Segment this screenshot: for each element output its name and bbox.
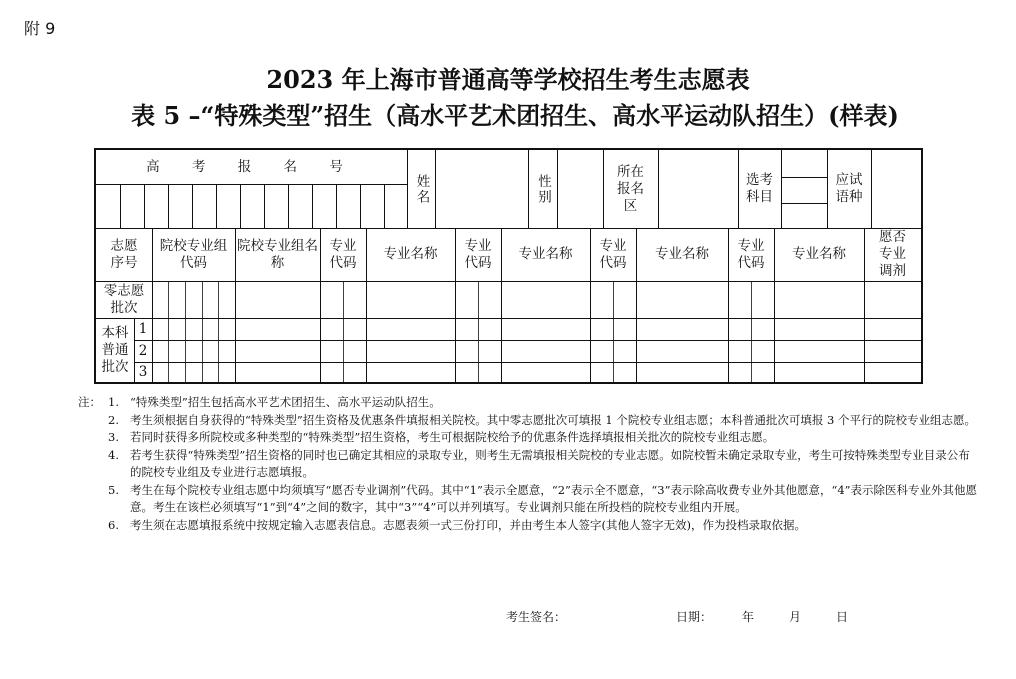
note-number: 3. xyxy=(108,430,119,444)
row-number: 2 xyxy=(138,342,148,359)
district-label: 所在报名区 xyxy=(617,163,644,214)
name-label: 姓名 xyxy=(413,173,430,205)
subjects-split-line xyxy=(781,203,827,204)
digit-box-line xyxy=(120,184,121,228)
col-line xyxy=(781,150,782,228)
row-number: 1 xyxy=(138,320,148,337)
note-item xyxy=(78,517,978,535)
note-text: 若同时获得多所院校或多种类型的“特殊类型”招生资格，考生可根据院校给予的优惠条件选择填报相关批次的院校专业组志愿。 xyxy=(130,430,775,444)
language-label: 应试语种 xyxy=(835,172,863,205)
note-text: “特殊类型”招生包括高水平艺术团招生、高水平运动队招生。 xyxy=(130,395,441,409)
col-major-name-label: 专业名称 xyxy=(792,246,846,262)
col-group-code-label: 院校专业组代码 xyxy=(159,237,228,271)
col-major-code-label: 专业代码 xyxy=(464,237,492,271)
code-digit-line xyxy=(613,281,614,382)
form-subtitle: 表 5 –“特殊类型”招生（高水平艺术团招生、高水平运动队招生）(样表) xyxy=(131,101,899,130)
code-digit-line xyxy=(478,281,479,382)
col-major-code-label: 专业代码 xyxy=(329,237,357,271)
digit-box-line xyxy=(192,184,193,228)
subjects-label: 选考科目 xyxy=(746,172,773,205)
note-text: 考生在每个院校专业组志愿中均须填写“愿否专业调剂”代码。其中“1”表示全愿意，“2”表示全不愿意，“3”表示除高收费专业外其他愿意，“4”表示除医科专业外其他愿意。考生在该栏必须填写“1”到“4”之间的数字，其中“3”“4”可以并列填写。专业调剂只能在所投档的院校专业组内开展。 xyxy=(130,482,978,514)
col-major-code-label: 专业代码 xyxy=(599,237,627,271)
col-major-name-label: 专业名称 xyxy=(655,246,709,262)
col-order-label: 志愿序号 xyxy=(110,237,138,271)
year-label: 年 xyxy=(742,610,755,624)
note-number: 1. xyxy=(108,395,119,409)
row-divider xyxy=(134,362,921,363)
day-label: 日 xyxy=(836,610,849,624)
digit-box-line xyxy=(312,184,313,228)
col-line xyxy=(557,150,558,228)
signature-label: 考生签名： xyxy=(506,610,567,624)
digit-box-line xyxy=(264,184,265,228)
appendix-label: 附 9 xyxy=(24,19,56,38)
row-divider xyxy=(96,281,921,282)
digit-box-line xyxy=(288,184,289,228)
digit-box-line xyxy=(144,184,145,228)
col-group-name-label: 院校专业组名称 xyxy=(237,237,318,271)
date-label: 日期： xyxy=(676,610,713,624)
digit-box-line xyxy=(384,184,385,228)
code-digit-line xyxy=(202,281,203,382)
note-number: 6. xyxy=(108,517,119,532)
gender-label: 性别 xyxy=(535,173,551,205)
row-undergrad-label: 本科普通批次 xyxy=(101,324,129,375)
col-major-code-label: 专业代码 xyxy=(737,237,765,271)
subjects-split-line xyxy=(781,177,827,178)
digit-box-line xyxy=(240,184,241,228)
col-line xyxy=(871,150,872,228)
notes-section xyxy=(78,394,978,534)
col-line xyxy=(658,150,659,228)
application-form-table xyxy=(94,148,923,384)
digit-box-line xyxy=(168,184,169,228)
form-title: 2023 年上海市普通高等学校招生考生志愿表 xyxy=(266,65,750,94)
note-item xyxy=(78,429,978,447)
note-text: 考生须根据自身获得的“特殊类型”招生资格及优惠条件填报相关院校。其中零志愿批次可填报 1 个院校专业组志愿；本科普通批次可填报 3 个平行的院校专业组志愿。 xyxy=(130,412,977,427)
code-digit-line xyxy=(168,281,169,382)
exam-no-label: 高 考 报 名 号 xyxy=(146,158,357,175)
note-text: 若考生获得“特殊类型”招生资格的同时也已确定其相应的录取专业，则考生无需填报相关院校的专业志愿。如院校暂未确定录取专业，考生可按特殊类型专业目录公布的院校专业组及专业进行志愿填报。 xyxy=(130,447,970,479)
note-text: 考生须在志愿填报系统中按规定输入志愿表信息。志愿表须一式三份打印，并由考生本人签字(其他人签字无效)，作为投档录取依据。 xyxy=(130,517,806,532)
note-number: 5. xyxy=(108,482,119,497)
note-number: 4. xyxy=(108,447,119,462)
row-zero-label: 零志愿批次 xyxy=(103,282,145,316)
col-line xyxy=(435,150,436,228)
code-digit-line xyxy=(751,281,752,382)
digit-box-line xyxy=(336,184,337,228)
digit-box-line xyxy=(360,184,361,228)
row-divider xyxy=(134,340,921,341)
col-major-name-label: 专业名称 xyxy=(518,246,573,262)
digit-box-line xyxy=(216,184,217,228)
col-adjust-label: 愿否专业调剂 xyxy=(879,229,906,279)
code-digit-line xyxy=(343,281,344,382)
col-major-name-label: 专业名称 xyxy=(383,246,438,262)
code-digit-line xyxy=(218,281,219,382)
note-number: 2. xyxy=(108,412,119,427)
month-label: 月 xyxy=(789,610,802,624)
note-item xyxy=(78,412,978,430)
row-divider xyxy=(96,318,921,319)
note-item xyxy=(78,482,978,517)
note-item xyxy=(78,394,978,412)
row-number: 3 xyxy=(138,363,148,380)
code-digit-line xyxy=(185,281,186,382)
notes-prefix: 注： xyxy=(78,395,101,409)
note-item xyxy=(78,447,978,482)
